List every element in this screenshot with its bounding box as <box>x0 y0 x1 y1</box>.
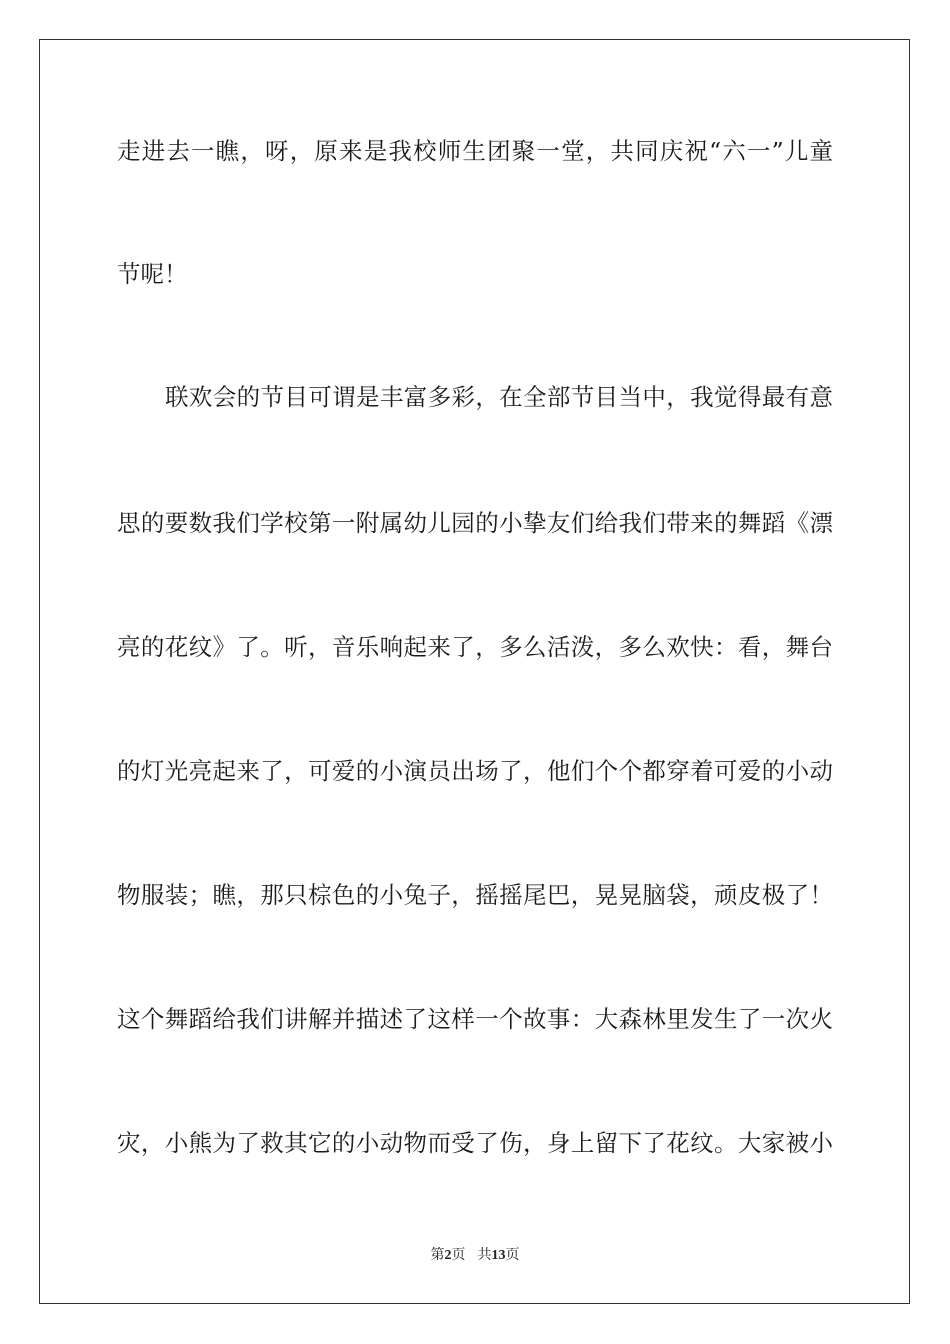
page-prefix: 第 <box>430 1247 445 1263</box>
text-line: 走进去一瞧，呀，原来是我校师生团聚一堂，共同庆祝“六一”儿童 <box>117 137 833 165</box>
page-footer <box>0 1245 950 1266</box>
text-line: 物服装；瞧，那只棕色的小兔子，摇摇尾巴，晃晃脑袋，顽皮极了！ <box>117 881 833 909</box>
text-line: 亮的花纹》了。听，音乐响起来了，多么活泼，多么欢快：看，舞台 <box>117 633 833 661</box>
text-line: 的灯光亮起来了，可爱的小演员出场了，他们个个都穿着可爱的小动 <box>117 757 833 785</box>
text-line: 灾，小熊为了救其它的小动物而受了伤，身上留下了花纹。大家被小 <box>117 1129 833 1157</box>
page-suffix: 页 <box>451 1247 466 1263</box>
page-border <box>39 39 910 1304</box>
text-line: 这个舞蹈给我们讲解并描述了这样一个故事：大森林里发生了一次火 <box>117 1005 833 1033</box>
total-prefix: 共 <box>477 1247 492 1263</box>
page-number: 2 <box>444 1248 452 1263</box>
text-line: 思的要数我们学校第一附属幼儿园的小挚友们给我们带来的舞蹈《漂 <box>117 509 833 537</box>
total-suffix: 页 <box>505 1247 520 1263</box>
total-pages: 13 <box>491 1248 506 1263</box>
text-line: 联欢会的节目可谓是丰富多彩，在全部节目当中，我觉得最有意 <box>165 383 833 411</box>
text-line: 节呢！ <box>117 260 188 288</box>
